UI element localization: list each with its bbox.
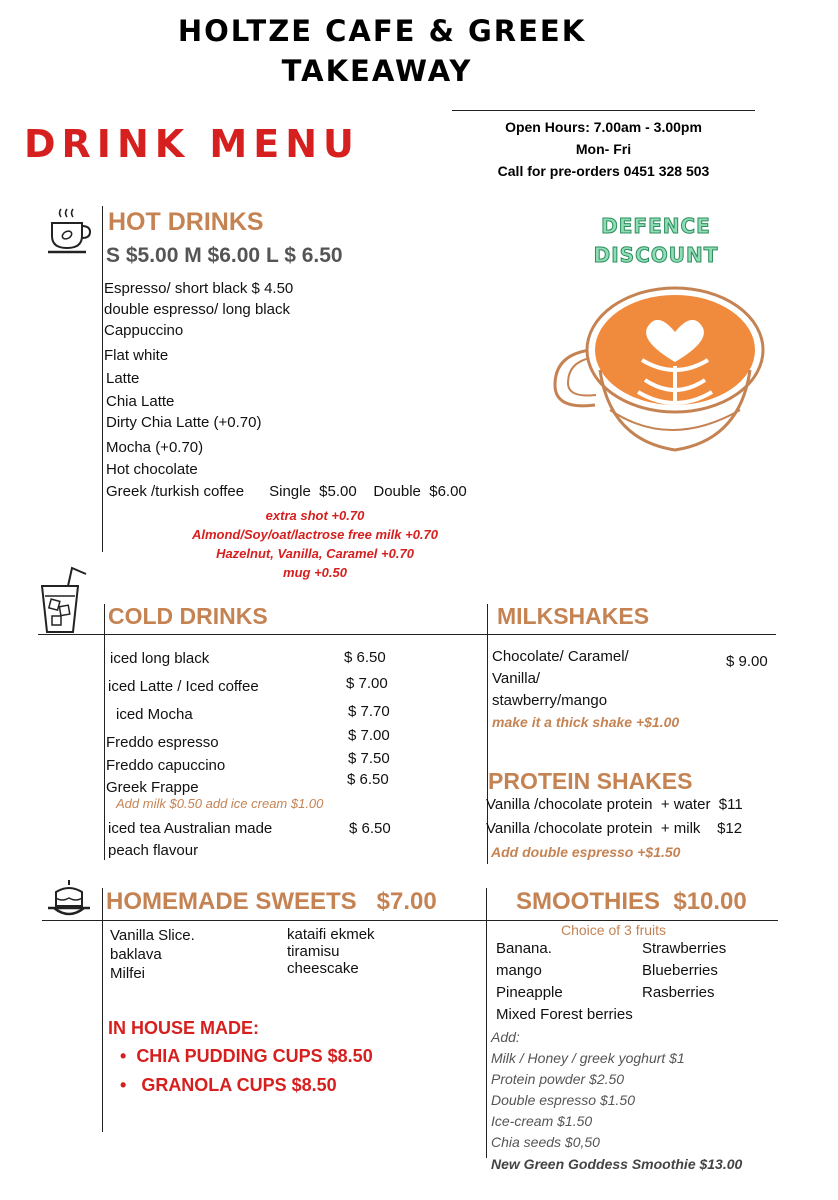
fruit-item: Pineapple (496, 984, 563, 1001)
hot-item-hot-chocolate: Hot chocolate (106, 461, 198, 478)
addon-item: Milk / Honey / greek yoghurt $1 (491, 1050, 685, 1066)
extra-milk: Almond/Soy/oat/lactrose free milk +0.70 (191, 527, 438, 542)
defence-line1: DEFENCE (601, 214, 711, 238)
cold-drinks-title: COLD DRINKS (108, 603, 268, 629)
hot-item-chia-latte: Chia Latte (106, 393, 175, 410)
sweet-item: kataifi ekmek (287, 926, 375, 943)
sweets-vertical-divider (102, 888, 103, 1132)
milkshakes-title: MILKSHAKES (497, 603, 650, 629)
preorder-phone: Call for pre-orders 0451 328 503 (497, 163, 710, 179)
sweet-item: Milfei (110, 965, 146, 982)
fruit-item: Mixed Forest berries (496, 1006, 633, 1023)
cold-item-price: $ 6.50 (347, 771, 389, 788)
sweet-item: baklava (110, 946, 162, 963)
in-house-item-granola (120, 1075, 337, 1096)
thick-shake-note: make it a thick shake +$1.00 (492, 714, 680, 730)
protein-milk: Vanilla /chocolate protein + milk $12 (486, 820, 743, 837)
defence-line2: DISCOUNT (593, 243, 719, 267)
sweet-item: tiramisu (287, 943, 340, 960)
hours-time: Open Hours: 7.00am - 3.00pm (505, 119, 702, 135)
sweet-item: cheescake (287, 960, 359, 977)
cold-item-name: iced long black (110, 650, 210, 667)
cold-item-price: $ 7.50 (348, 750, 390, 767)
hot-drinks-title: HOT DRINKS (108, 208, 264, 236)
fruit-item: Blueberries (642, 962, 718, 979)
smoothies-vertical-divider (486, 888, 487, 1158)
in-house-title: IN HOUSE MADE: (108, 1018, 260, 1038)
hot-drinks-prices: S $5.00 M $6.00 L $ 6.50 (106, 244, 343, 267)
smoothies-title: SMOOTHIES $10.00 (516, 888, 747, 915)
hot-item-double-espresso: double espresso/ long black (104, 301, 290, 318)
fruit-item: Banana. (496, 940, 552, 957)
sweet-item: Vanilla Slice. (110, 927, 195, 944)
green-goddess-smoothie: New Green Goddess Smoothie $13.00 (491, 1156, 743, 1172)
protein-water: Vanilla /chocolate protein + water $11 (486, 796, 743, 813)
sweets-title: HOMEMADE SWEETS $7.00 (106, 888, 437, 915)
header-divider (452, 110, 755, 111)
bullet-icon: • (120, 1046, 137, 1066)
in-house-item-chia (120, 1046, 373, 1067)
protein-shakes-title: PROTEIN SHAKES (488, 768, 693, 794)
cafe-title-line1: HOLTZE CAFE & GREEK (177, 14, 587, 48)
addons-title: Add: (491, 1029, 520, 1045)
fruit-item: mango (496, 962, 542, 979)
bullet-icon: • (120, 1075, 142, 1095)
smoothie-fruits-column-2 (642, 938, 726, 1004)
extra-syrup: Hazelnut, Vanilla, Caramel +0.70 (216, 546, 414, 561)
opening-hours (452, 116, 755, 182)
milkshake-flavours-line1: Chocolate/ Caramel/ (492, 648, 629, 665)
iced-tea-line2: peach flavour (108, 842, 199, 859)
hot-extras (140, 506, 490, 582)
hours-days: Mon- Fri (575, 141, 632, 157)
defence-discount-badge (560, 212, 752, 270)
fruit-item: Strawberries (642, 940, 727, 957)
cold-item-name: iced Latte / Iced coffee (108, 678, 259, 695)
iced-tea-price: $ 6.50 (349, 820, 391, 837)
in-house-item-label: CHIA PUDDING CUPS $8.50 (136, 1046, 373, 1066)
latte-art-cup-illustration (550, 280, 770, 460)
cold-item-name: Freddo capuccino (106, 757, 226, 774)
cold-item-name: Freddo espresso (106, 734, 219, 751)
extra-shot: extra shot +0.70 (265, 508, 365, 523)
iced-tea-line1: iced tea Australian made (108, 820, 273, 837)
hot-item-espresso: Espresso/ short black $ 4.50 (104, 280, 294, 297)
protein-espresso-note: Add double espresso +$1.50 (491, 844, 681, 860)
hot-item-cappuccino: Cappuccino (104, 322, 184, 339)
cake-icon (44, 878, 94, 924)
cafe-title-line2: TAKEAWAY (281, 54, 473, 88)
cold-item-price: $ 7.70 (348, 703, 390, 720)
extra-mug: mug +0.50 (283, 565, 347, 580)
addon-item: Chia seeds $0,50 (491, 1134, 600, 1150)
hot-item-latte: Latte (106, 370, 140, 387)
milkshake-price: $ 9.00 (726, 653, 768, 670)
cold-drinks-vertical-divider (104, 604, 105, 860)
cold-item-price: $ 6.50 (344, 649, 386, 666)
hot-item-dirty-chia: Dirty Chia Latte (+0.70) (106, 414, 262, 431)
sweets-column-2 (287, 926, 375, 977)
cold-section-divider (38, 634, 776, 635)
smoothie-fruits-column-1 (496, 938, 633, 1026)
addon-item: Protein powder $2.50 (491, 1071, 625, 1087)
hot-item-mocha: Mocha (+0.70) (106, 439, 204, 456)
coffee-cup-icon (44, 206, 94, 256)
smoothies-subtitle: Choice of 3 fruits (561, 922, 667, 938)
cold-item-price: $ 7.00 (348, 727, 390, 744)
fruit-item: Rasberries (642, 984, 715, 1001)
cold-addon-note: Add milk $0.50 add ice cream $1.00 (116, 796, 324, 811)
drink-menu-heading: DRINK MENU (24, 122, 360, 166)
hot-drinks-divider (102, 206, 103, 552)
cold-item-price: $ 7.00 (346, 675, 388, 692)
in-house-item-label: GRANOLA CUPS $8.50 (141, 1075, 337, 1095)
milkshake-flavours-line3: stawberry/mango (492, 692, 608, 709)
sweets-section-divider (42, 920, 778, 921)
cold-item-name: Greek Frappe (106, 779, 199, 796)
cold-item-name: iced Mocha (116, 706, 193, 723)
addon-item: Ice-cream $1.50 (491, 1113, 593, 1129)
hot-item-greek-coffee: Greek /turkish coffee Single $5.00 Double $6.00 (106, 483, 467, 500)
milkshake-flavours-line2: Vanilla/ (492, 670, 541, 687)
smoothie-addons (491, 1027, 685, 1153)
addon-item: Double espresso $1.50 (491, 1092, 635, 1108)
sweets-column-1 (110, 926, 195, 983)
hot-item-flat-white: Flat white (104, 347, 169, 364)
iced-drink-icon (36, 566, 92, 636)
